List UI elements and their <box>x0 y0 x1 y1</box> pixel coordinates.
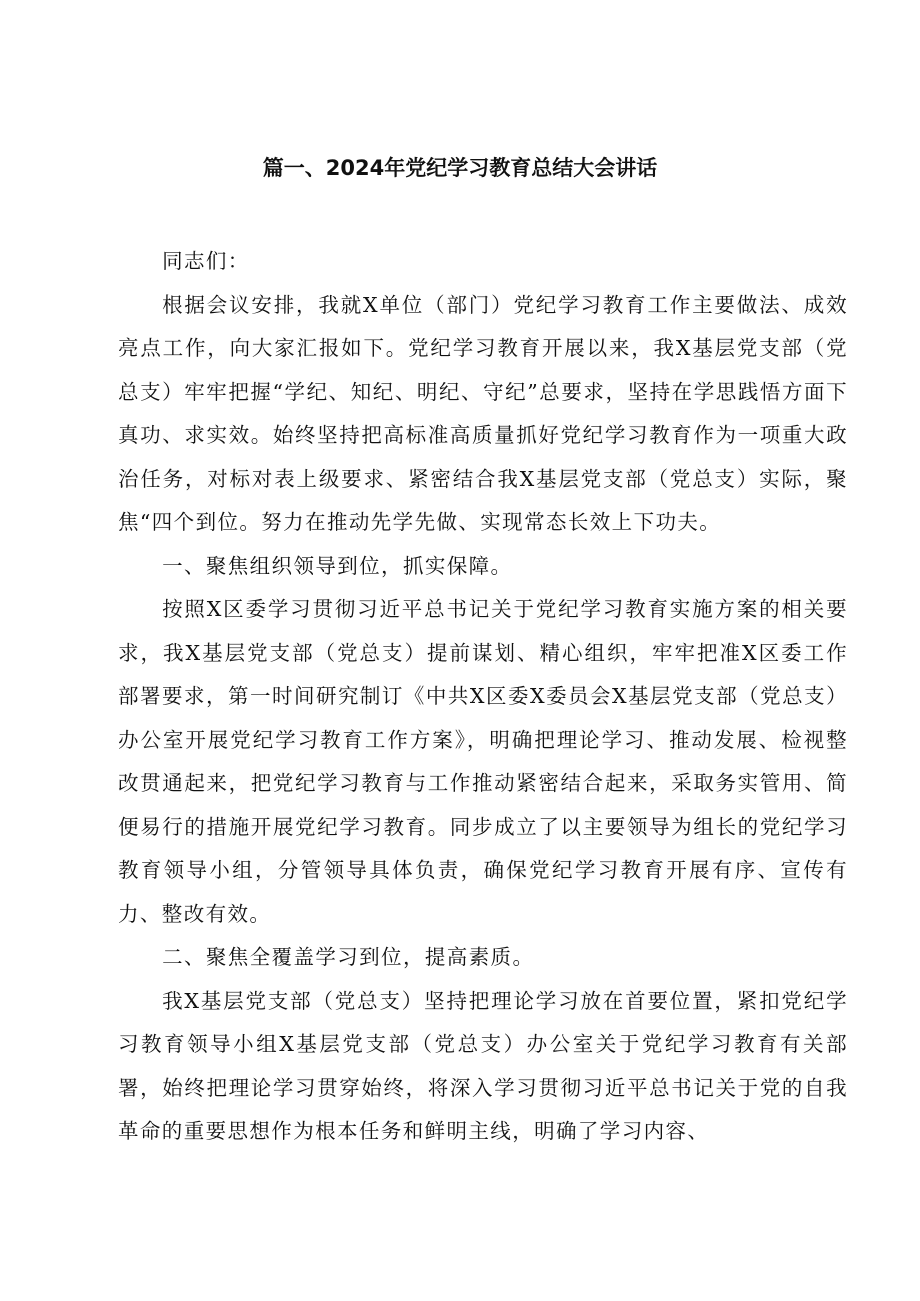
body-paragraph: 根据会议安排，我就X单位（部门）党纪学习教育工作主要做法、成效亮点工作，向大家汇报如下。党纪学习教育开展以来，我X基层党支部（党总支）牢牢把握“学纪、知纪、明纪、守纪”总要求，坚持在学思践悟方面下真功、求实效。始终坚持把高标准高质量抓好党纪学习教育作为一项重大政治任务，对标对表上级要求、紧密结合我X基层党支部（党总支）实际，聚焦“四个到位。努力在推动先学先做、实现常态长效上下功夫。 <box>118 292 848 534</box>
document-title: 篇一、2024年党纪学习教育总结大会讲话 <box>262 156 658 180</box>
section-heading: 二、聚焦全覆盖学习到位，提高素质。 <box>162 945 535 969</box>
body-paragraph: 按照X区委学习贯彻习近平总书记关于党纪学习教育实施方案的相关要求，我X基层党支部（党总支）提前谋划、精心组织，牢牢把准X区委工作部署要求，第一时间研究制订《中共X区委X委员会X基层党支部（党总支）办公室开展党纪学习教育工作方案》，明确把理论学习、推动发展、检视整改贯通起来，把党纪学习教育与工作推动紧密结合起来，采取务实管用、简便易行的措施开展党纪学习教育。同步成立了以主要领导为组长的党纪学习教育领导小组，分管领导具体负责，确保党纪学习教育开展有序、宣传有力、整改有效。 <box>118 597 848 926</box>
salutation-paragraph: 同志们： <box>162 249 250 273</box>
body-paragraph: 我X基层党支部（党总支）坚持把理论学习放在首要位置，紧扣党纪学习教育领导小组X基层党支部（党总支）办公室关于党纪学习教育有关部署，始终把理论学习贯穿始终，将深入学习贯彻习近平总书记关于党的自我革命的重要思想作为根本任务和鲜明主线，明确了学习内容、 <box>118 988 848 1143</box>
section-heading: 一、聚焦组织领导到位，抓实保障。 <box>162 553 513 578</box>
document-body <box>118 240 848 1154</box>
